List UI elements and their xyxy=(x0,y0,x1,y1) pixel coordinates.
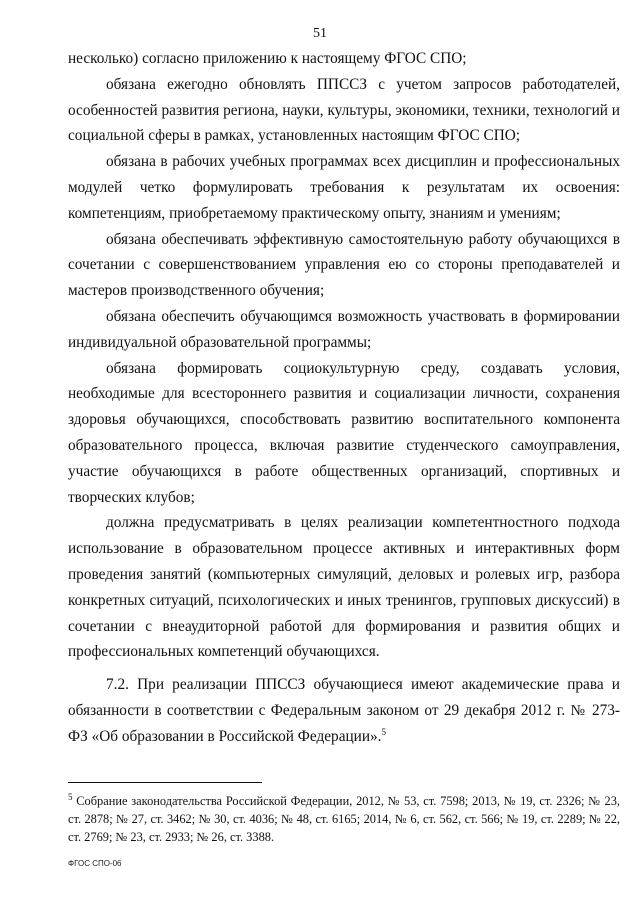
footnote-reference: 5 xyxy=(381,726,387,737)
footnote-separator xyxy=(68,782,262,783)
paragraph-competence-approach: должна предусматривать в целях реализации компетентностного подхода использование в образовательном процессе активных и интерактивных форм проведения занятий (компьютерных симуляций, деловых и ролевых игр, разбора конкретных ситуаций, психологических и иных тренингов, групповых дискуссий) в сочетании с внеаудиторной работой для формирования и развития общих и профессиональных компетенций обучающихся. xyxy=(68,514,620,661)
page-number: 51 xyxy=(313,26,327,41)
footnote xyxy=(68,792,620,846)
paragraph-work-programs: обязана в рабочих учебных программах всех дисциплин и профессиональных модулей четко формулировать требования к результатам их освоения: компетенциям, приобретаемому практическому опыту, знаниям и умениям; xyxy=(68,153,620,222)
paragraph-update-ppssz: обязана ежегодно обновлять ППССЗ с учетом запросов работодателей, особенностей развития региона, науки, культуры, экономики, техники, технологий и социальной сферы в рамках, установленных настоящим ФГОС СПО; xyxy=(68,75,620,145)
document-code: ФГОС СПО-06 xyxy=(68,859,122,868)
section-7-2 xyxy=(68,672,620,749)
section-7-2-text: 7.2. При реализации ППССЗ обучающиеся имеют академические права и обязанности в соответствии с Федеральным законом от 29 декабря 2012 г. № 273-ФЗ «Об образовании в Российской Федерации». xyxy=(68,676,620,745)
paragraph-individual-program: обязана обеспечить обучающимся возможность участвовать в формировании индивидуальной образовательной программы; xyxy=(68,307,620,351)
paragraph-continuation: несколько) согласно приложению к настоящему ФГОС СПО; xyxy=(68,50,467,67)
paragraph-independent-work: обязана обеспечивать эффективную самостоятельную работу обучающихся в сочетании с совершенствованием управления ею со стороны преподавателей и мастеров производственного обучения; xyxy=(68,230,620,300)
footnote-mark: 5 xyxy=(68,791,73,802)
body-text xyxy=(68,46,620,750)
footnote-text: Собрание законодательства Российской Федерации, 2012, № 53, ст. 7598; 2013, № 19, ст. 2326; № 23, ст. 2878; № 27, ст. 3462; № 30, ст. 4036; № 48, ст. 6165; 2014, № 6, ст. 562, ст. 566; № 19, ст. 2289; № 22, ст. 2769; № 23, ст. 2933; № 26, ст. 3388. xyxy=(68,794,620,844)
paragraph-sociocultural-environment: обязана формировать социокультурную среду, создавать условия, необходимые для всестороннего развития и социализации личности, сохранения здоровья обучающихся, способствовать развитию воспитательного компонента образовательного процесса, включая развитие студенческого самоуправления, участие обучающихся в работе общественных организаций, спортивных и творческих клубов; xyxy=(68,359,620,506)
